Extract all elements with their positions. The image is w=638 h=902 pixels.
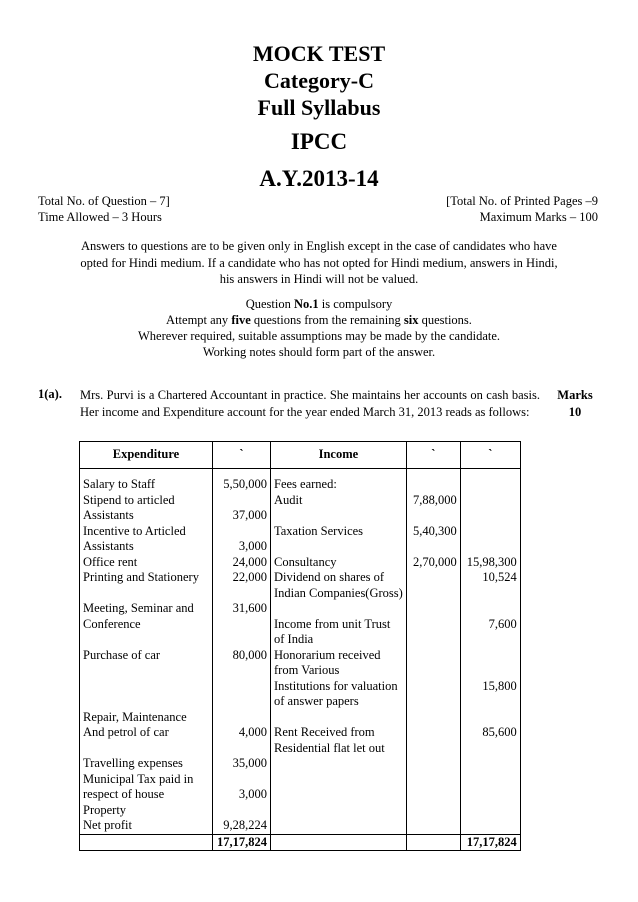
- cell-col3-10: of India: [274, 632, 314, 646]
- cell-col1-11: Purchase of car: [83, 647, 161, 662]
- cell-col1-14: [83, 694, 209, 710]
- cell-col5-10: [464, 632, 517, 648]
- total-left: 17,17,824: [213, 834, 271, 851]
- working-notes-instruction: Working notes should form part of the answer.: [202, 345, 436, 359]
- cell-col2-5: 24,000: [232, 554, 267, 569]
- cell-col2-0: 5,50,000: [223, 477, 267, 491]
- cell-col1-7: [83, 586, 209, 602]
- cell-col3-19: [274, 772, 403, 788]
- cell-col3-20: [274, 787, 403, 803]
- cell-col4-0: [410, 477, 457, 493]
- cell-col1-5: Office rent: [83, 554, 138, 569]
- total-blank-3: [406, 834, 460, 851]
- cell-col2-7: [216, 586, 267, 602]
- cell-col5-13: 15,800: [482, 678, 517, 693]
- total-right: 17,17,824: [460, 834, 520, 851]
- cell-col4-20: [410, 787, 457, 803]
- cell-col5-19: [464, 772, 517, 788]
- cell-col5-7: [464, 586, 517, 602]
- cell-col4-13: [410, 679, 457, 695]
- cell-col1-6: Printing and Stationery: [83, 570, 199, 584]
- cell-col5-21: [464, 803, 517, 819]
- cell-col1-16: And petrol of car: [83, 725, 169, 739]
- question-number: 1(a).: [38, 387, 62, 401]
- cell-col4-15: [410, 710, 457, 726]
- cell-col2-1: [216, 493, 267, 509]
- cell-col2-12: [216, 663, 267, 679]
- cell-col4-8: [410, 601, 457, 617]
- assumptions-instruction: Wherever required, suitable assumptions may be made by the candidate.: [137, 329, 501, 343]
- attempt-mid: questions from the remaining: [250, 313, 404, 327]
- expenditure-amount-column: [213, 469, 271, 835]
- cell-col5-15: [464, 710, 517, 726]
- cell-col5-14: [464, 694, 517, 710]
- cell-col3-17: Residential flat let out: [274, 740, 385, 755]
- cell-col2-16: 4,000: [238, 725, 267, 739]
- cell-col1-9: Conference: [83, 616, 141, 631]
- compulsory-post: is compulsory: [318, 297, 393, 311]
- income-column: [271, 469, 407, 835]
- header-income: Income: [271, 442, 407, 469]
- cell-col4-11: [410, 648, 457, 664]
- cell-col3-18: [274, 756, 403, 772]
- cell-col4-2: [410, 508, 457, 524]
- time-allowed: Time Allowed – 3 Hours: [38, 210, 162, 224]
- cell-col4-12: [410, 663, 457, 679]
- attempt-pre: Attempt any: [166, 313, 232, 327]
- cell-col4-17: [410, 741, 457, 757]
- attempt-bold2: six: [403, 313, 419, 327]
- cell-col5-4: [464, 539, 517, 555]
- cell-col4-10: [410, 632, 457, 648]
- cell-col2-14: [216, 694, 267, 710]
- title-course: IPCC: [290, 129, 348, 154]
- table-body-row: [80, 469, 521, 835]
- expenditure-column: [80, 469, 213, 835]
- cell-col3-3: Taxation Services: [274, 523, 364, 538]
- cell-col2-13: [216, 679, 267, 695]
- cell-col1-10: [83, 632, 209, 648]
- table-header-row: [80, 442, 521, 469]
- total-questions: Total No. of Question – 7]: [38, 194, 170, 208]
- max-marks: Maximum Marks – 100: [479, 210, 598, 224]
- cell-col1-1: Stipend to articled: [83, 492, 175, 507]
- cell-col1-20: respect of house: [83, 787, 165, 801]
- table-total-row: [80, 834, 521, 851]
- cell-col4-1: 7,88,000: [413, 492, 457, 507]
- cell-col3-15: [274, 710, 403, 726]
- cell-col2-10: [216, 632, 267, 648]
- cell-col3-22: [274, 818, 403, 834]
- total-blank-1: [80, 834, 213, 851]
- cell-col2-22: 9,28,224: [223, 818, 267, 832]
- cell-col2-15: [216, 710, 267, 726]
- cell-col5-3: [464, 524, 517, 540]
- cell-col5-5: 15,98,300: [466, 554, 517, 569]
- marks-box: [550, 387, 600, 420]
- attempt-post: questions.: [418, 313, 472, 327]
- cell-col1-17: [83, 741, 209, 757]
- cell-col3-0: Fees earned:: [274, 477, 337, 491]
- cell-col1-0: Salary to Staff: [83, 477, 155, 491]
- cell-col5-8: [464, 601, 517, 617]
- cell-col2-2: 37,000: [232, 508, 267, 522]
- cell-col2-4: 3,000: [238, 539, 267, 553]
- cell-col5-17: [464, 741, 517, 757]
- compulsory-pre: Question: [245, 297, 294, 311]
- cell-col2-19: [216, 772, 267, 788]
- cell-col2-20: 3,000: [238, 787, 267, 801]
- cell-col3-2: [274, 508, 403, 524]
- title-academic-year: A.Y.2013-14: [259, 166, 379, 191]
- cell-col4-7: [410, 586, 457, 602]
- title-category: Category-C: [264, 68, 374, 93]
- cell-col5-20: [464, 787, 517, 803]
- marks-label: Marks: [557, 388, 593, 402]
- cell-col2-3: [216, 524, 267, 540]
- income-amount-column: [406, 469, 460, 835]
- cell-col1-22: Net profit: [83, 818, 132, 832]
- cell-col1-2: Assistants: [83, 508, 134, 522]
- compulsory-instruction: [80, 296, 558, 313]
- cell-col4-21: [410, 803, 457, 819]
- cell-col5-6: 10,524: [482, 570, 517, 584]
- cell-col1-18: Travelling expenses: [83, 756, 183, 770]
- cell-col1-4: Assistants: [83, 539, 134, 553]
- cell-col2-9: [216, 617, 267, 633]
- header-rupee-3: `: [460, 442, 520, 469]
- cell-col1-21: Property: [83, 802, 127, 817]
- cell-col4-18: [410, 756, 457, 772]
- cell-col3-1: Audit: [274, 492, 303, 507]
- cell-col4-3: 5,40,300: [413, 523, 457, 538]
- cell-col3-14: of answer papers: [274, 694, 359, 708]
- cell-col4-22: [410, 818, 457, 834]
- cell-col3-9: Income from unit Trust: [274, 616, 391, 631]
- total-pages: [Total No. of Printed Pages –9: [446, 194, 598, 208]
- cell-col5-12: [464, 663, 517, 679]
- attempt-instruction: [80, 312, 558, 329]
- cell-col4-19: [410, 772, 457, 788]
- cell-col5-0: [464, 477, 517, 493]
- cell-col5-9: 7,600: [488, 616, 517, 631]
- cell-col3-6: Dividend on shares of: [274, 570, 385, 584]
- cell-col4-6: [410, 570, 457, 586]
- title-mock-test: MOCK TEST: [252, 41, 386, 66]
- cell-col2-18: 35,000: [232, 756, 267, 770]
- total-blank-2: [271, 834, 407, 851]
- cell-col3-16: Rent Received from: [274, 725, 375, 739]
- header-rupee-2: `: [406, 442, 460, 469]
- cell-col1-15: Repair, Maintenance: [83, 709, 187, 724]
- cell-col2-8: 31,600: [232, 601, 267, 615]
- header-rupee-1: `: [213, 442, 271, 469]
- cell-col5-1: [464, 493, 517, 509]
- cell-col3-11: Honorarium received: [274, 647, 381, 662]
- cell-col5-18: [464, 756, 517, 772]
- cell-col1-19: Municipal Tax paid in: [83, 771, 194, 786]
- cell-col5-22: [464, 818, 517, 834]
- header-expenditure: Expenditure: [80, 442, 213, 469]
- cell-col4-4: [410, 539, 457, 555]
- cell-col5-2: [464, 508, 517, 524]
- cell-col1-12: [83, 663, 209, 679]
- cell-col1-3: Incentive to Articled: [83, 523, 186, 538]
- income-expenditure-table: [79, 441, 521, 851]
- cell-col4-16: [410, 725, 457, 741]
- cell-col3-8: [274, 601, 403, 617]
- cell-col3-4: [274, 539, 403, 555]
- cell-col3-5: Consultancy: [274, 554, 337, 569]
- cell-col5-11: [464, 648, 517, 664]
- cell-col3-12: from Various: [274, 663, 340, 677]
- compulsory-bold: No.1: [294, 297, 319, 311]
- cell-col2-17: [216, 741, 267, 757]
- cell-col2-21: [216, 803, 267, 819]
- cell-col3-7: Indian Companies(Gross): [274, 585, 403, 600]
- cell-col4-14: [410, 694, 457, 710]
- attempt-bold: five: [231, 313, 251, 327]
- marks-value: 10: [568, 404, 582, 419]
- cell-col1-8: Meeting, Seminar and: [83, 601, 194, 615]
- question-text: Mrs. Purvi is a Chartered Accountant in practice. She maintains her accounts on cash basis. Her income and Expenditure account for the year ended March 31, 2013 reads as follows:: [80, 388, 540, 419]
- language-instruction: Answers to questions are to be given only in English except in the case of candidates who have opted for Hindi medium. If a candidate who has not opted for Hindi medium, answers in Hindi, his answers in Hindi will not be valued.: [80, 239, 558, 286]
- cell-col1-13: [83, 679, 209, 695]
- cell-col5-16: 85,600: [482, 725, 517, 739]
- cell-col4-9: [410, 617, 457, 633]
- income-total-column: [460, 469, 520, 835]
- cell-col2-11: 80,000: [232, 647, 267, 662]
- cell-col3-21: [274, 803, 403, 819]
- cell-col4-5: 2,70,000: [413, 554, 457, 569]
- cell-col3-13: Institutions for valuation: [274, 678, 398, 693]
- cell-col2-6: 22,000: [232, 570, 267, 584]
- title-syllabus: Full Syllabus: [257, 95, 381, 120]
